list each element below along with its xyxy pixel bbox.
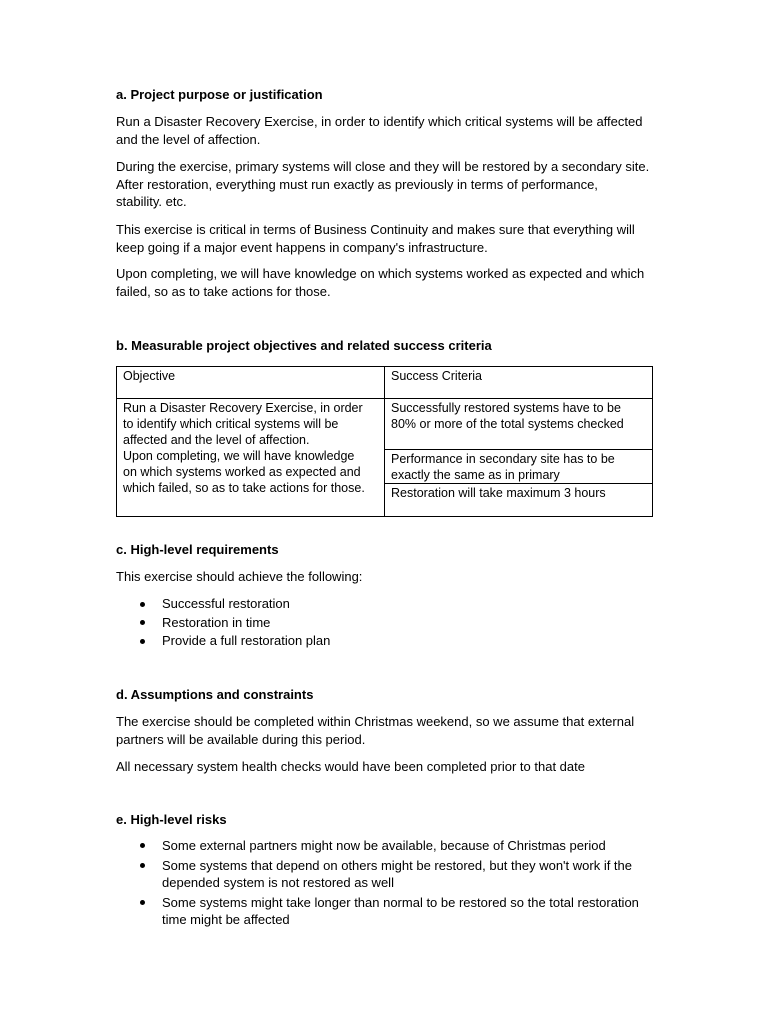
text-line: Successfully restored systems have to be [391, 401, 621, 415]
bullet-icon [140, 863, 145, 868]
bullet-icon [140, 843, 145, 848]
text-line: depended system is not restored as well [162, 875, 394, 890]
list-item-text: Provide a full restoration plan [162, 633, 331, 648]
table-header-success-criteria: Success Criteria [385, 367, 653, 399]
section-heading-purpose: a. Project purpose or justification [116, 87, 323, 102]
list-item [162, 894, 639, 929]
section-heading-objectives: b. Measurable project objectives and related success criteria [116, 338, 492, 353]
text-line: Restoration will take maximum 3 hours [391, 486, 606, 500]
list-item [162, 857, 639, 892]
text-line: Some external partners might now be available, because of Christmas period [162, 838, 606, 853]
success-criteria-cell [385, 399, 653, 450]
requirements-intro [116, 568, 362, 586]
table-row [117, 399, 653, 450]
bullet-icon [140, 620, 145, 625]
text-line: partners will be available during this period. [116, 731, 366, 747]
purpose-paragraph [116, 265, 644, 300]
success-criteria-cell [385, 450, 653, 484]
text-line: During the exercise, primary systems will close and they will be restored by a secondary site. [116, 159, 650, 174]
section-heading-risks: e. High-level risks [116, 812, 227, 827]
assumptions-paragraph [116, 758, 585, 776]
list-item [162, 632, 330, 651]
text-line: keep going if a major event happens in company's infrastructure. [116, 239, 488, 255]
text-line: stability. etc. [116, 194, 187, 209]
section-heading-assumptions: d. Assumptions and constraints [116, 687, 314, 702]
text-line: After restoration, everything must run exactly as previously in terms of performance, [116, 176, 598, 192]
table-header-objective: Objective [117, 367, 385, 399]
list-item [162, 837, 639, 855]
success-criteria-cell [385, 484, 653, 517]
objectives-table [116, 366, 653, 517]
list-item-text: Successful restoration [162, 596, 290, 611]
text-line: All necessary system health checks would have been completed prior to that date [116, 759, 585, 774]
text-line: Run a Disaster Recovery Exercise, in order to identify which critical systems will be affected [116, 114, 643, 129]
text-line: The exercise should be completed within Christmas weekend, so we assume that external [116, 714, 635, 729]
risks-list [116, 837, 639, 931]
text-line: to identify which critical systems will be [123, 417, 339, 431]
purpose-paragraph [116, 221, 635, 256]
purpose-paragraph [116, 158, 649, 211]
text-line: This exercise should achieve the following: [116, 569, 363, 584]
objective-cell [117, 399, 385, 517]
text-line: exactly the same as in primary [391, 468, 560, 482]
list-item-text: Restoration in time [162, 614, 271, 630]
list-item [162, 614, 330, 633]
section-heading-requirements: c. High-level requirements [116, 542, 279, 557]
text-line: and the level of affection. [116, 131, 261, 147]
text-line: time might be affected [162, 912, 290, 927]
text-line: Some systems might take longer than normal to be restored so the total restoration [162, 894, 639, 910]
table-header-row [117, 367, 653, 399]
assumptions-paragraph [116, 713, 634, 748]
text-line: Upon completing, we will have knowledge [123, 449, 355, 463]
text-line: failed, so as to take actions for those. [116, 283, 331, 299]
list-item [162, 595, 330, 614]
text-line: Performance in secondary site has to be [391, 452, 615, 466]
text-line: Upon completing, we will have knowledge on which systems worked as expected and which [116, 266, 645, 281]
text-line: which failed, so as to take actions for those. [123, 481, 365, 495]
bullet-icon [140, 900, 145, 905]
text-line: Some systems that depend on others might be restored, but they won't work if the [162, 857, 633, 873]
text-line: affected and the level of affection. [123, 433, 310, 447]
bullet-icon [140, 602, 145, 607]
text-line: on which systems worked as expected and [123, 465, 361, 479]
requirements-list [116, 595, 330, 651]
text-line: Run a Disaster Recovery Exercise, in order [123, 401, 363, 415]
purpose-paragraph [116, 113, 642, 148]
text-line: 80% or more of the total systems checked [391, 417, 624, 431]
text-line: This exercise is critical in terms of Business Continuity and makes sure that everything will [116, 222, 635, 237]
bullet-icon [140, 639, 145, 644]
